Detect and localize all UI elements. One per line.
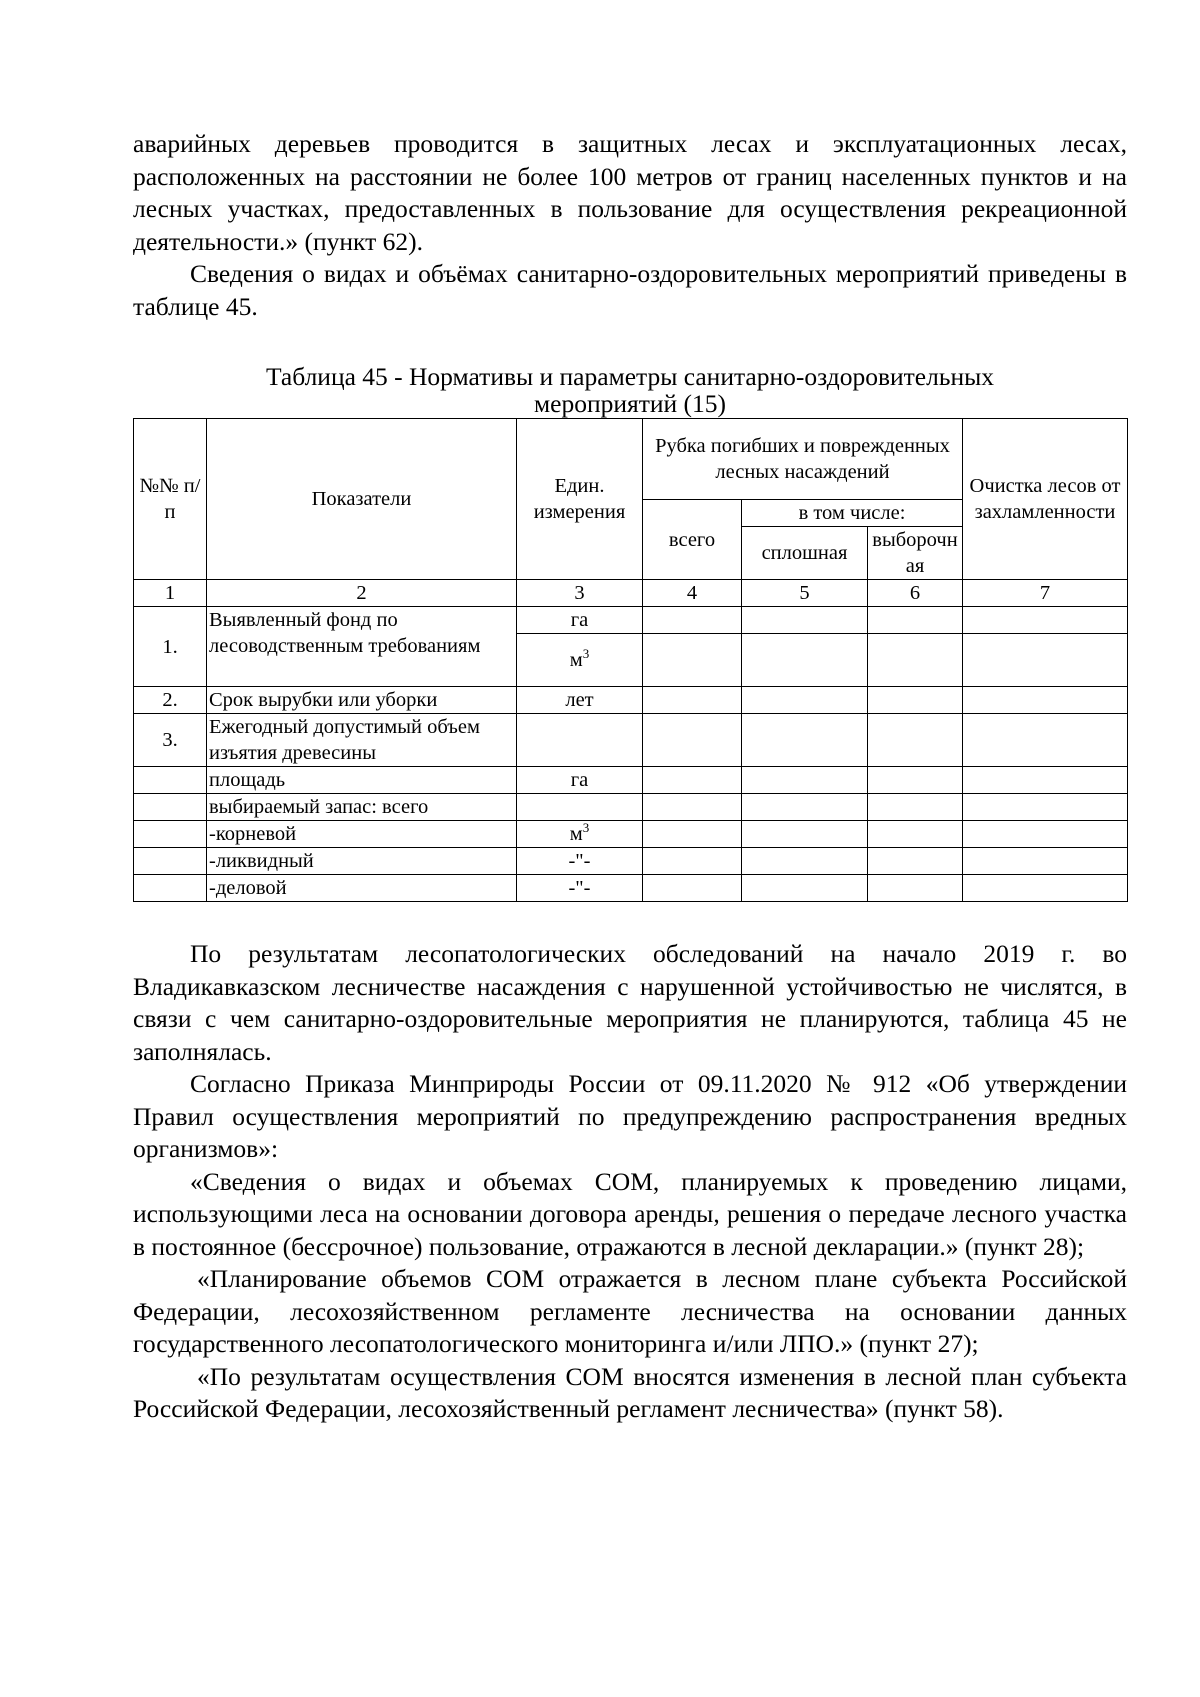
header-total: всего [643,500,742,580]
table-cell-empty [643,714,742,767]
table-cell-empty [868,634,963,687]
table-cell-empty [868,687,963,714]
table-cell-empty [963,687,1128,714]
row-4-label: площадь [207,767,517,794]
row-2-num: 2. [134,687,207,714]
table-cell-empty [963,821,1128,848]
table-cell-empty [643,634,742,687]
row-1-num: 1. [134,607,207,687]
paragraph-survey-results: По результатам лесопатологических обследований на начало 2019 г. во Владикавказском лесничестве насаждения с нарушенной устойчивостью не числятся, в связи с чем санитарно-оздоровительные мероприятия не планируются, таблица 45 не заполнялась. [133,939,1127,1066]
table-cell-empty [742,767,868,794]
paragraph-quote-item-28: «Сведения о видах и объемах СОМ, планируемых к проведению лицами, использующими леса на основании договора аренды, решения о передаче лесного участка в постоянное (бессрочное) пользование, отражаются в лесной декларации.» (пункт 28); [133,1166,1127,1261]
paragraph-emergency-trees: аварийных деревьев проводится в защитных лесах и эксплуатационных лесах, расположенных на расстоянии не более 100 метров от границ населенных пунктов и на лесных участках, предоставленных в пользование для осуществления рекреационной деятельности.» (пункт 62). [133,129,1127,256]
table-cell-empty [868,794,963,821]
header-including: в том числе: [742,500,963,527]
row-7-label: -ликвидный [207,848,517,875]
unit-superscript: 3 [582,646,590,661]
table-cell-empty [868,875,963,902]
header-unit: Един. измерения [517,419,643,580]
table-cell-empty [963,714,1128,767]
table-cell-empty [134,875,207,902]
text-after-table [133,938,1127,1426]
row-4-unit: га [517,767,643,794]
table-cell-empty [134,848,207,875]
unit-superscript: 3 [582,820,590,835]
table-cell-empty [742,875,868,902]
header-felling-group: Рубка погибших и поврежденных лесных насаждений [643,419,963,500]
row-8-unit: -"- [517,875,643,902]
table-cell-empty [963,848,1128,875]
table-cell-empty [963,634,1128,687]
table-cell-empty [868,767,963,794]
header-clear: сплошная [742,527,868,580]
table-cell-empty [643,875,742,902]
table-cell-empty [517,794,643,821]
table-cell-empty [134,794,207,821]
row-8-label: -деловой [207,875,517,902]
table-cell-empty [643,821,742,848]
unit-text: м [569,823,583,845]
document-page [133,128,1127,1426]
sanitary-measures-table [133,418,1128,902]
column-number: 1 [134,580,207,607]
row-1-unit-volume [517,634,643,687]
column-number: 2 [207,580,517,607]
column-number: 3 [517,580,643,607]
column-number: 4 [643,580,742,607]
table-cell-empty [963,875,1128,902]
table-cell-empty [742,714,868,767]
table-cell-empty [517,714,643,767]
table-cell-empty [643,848,742,875]
table-cell-empty [742,821,868,848]
paragraph-quote-item-27: «Планирование объемов СОМ отражается в лесном плане субъекта Российской Федерации, лесохозяйственном регламенте лесничества на основании данных государственного лесопатологического мониторинга и/или ЛПО.» (пункт 27); [133,1264,1127,1358]
column-number: 5 [742,580,868,607]
table-cell-empty [134,767,207,794]
table-cell-empty [963,767,1128,794]
table-cell-empty [868,714,963,767]
table-caption [133,363,1127,417]
table-cell-empty [742,848,868,875]
row-2-label: Срок вырубки или уборки [207,687,517,714]
table-cell-empty [134,821,207,848]
row-6-unit [517,821,643,848]
row-1-unit-area: га [517,607,643,634]
table-cell-empty [742,607,868,634]
table-cell-empty [643,687,742,714]
column-number: 6 [868,580,963,607]
table-cell-empty [868,607,963,634]
table-caption-line-2: мероприятий (15) [533,389,727,418]
table-cell-empty [643,794,742,821]
table-cell-empty [742,794,868,821]
row-3-num: 3. [134,714,207,767]
table-cell-empty [742,687,868,714]
table-cell-empty [963,794,1128,821]
paragraph-ministry-order: Согласно Приказа Минприроды России от 09.11.2020 № 912 «Об утверждении Правил осуществления мероприятий по предупреждению распространения вредных организмов»: [133,1069,1127,1163]
column-number: 7 [963,580,1128,607]
header-selective: выборочная [868,527,963,580]
paragraph-table-reference: Сведения о видах и объёмах санитарно-оздоровительных мероприятий приведены в таблице 45. [133,259,1127,321]
table-cell-empty [643,607,742,634]
header-indicators: Показатели [207,419,517,580]
row-5-label: выбираемый запас: всего [207,794,517,821]
row-2-unit: лет [517,687,643,714]
row-7-unit: -"- [517,848,643,875]
table-cell-empty [963,607,1128,634]
table-cell-empty [868,848,963,875]
unit-text: м [569,649,583,671]
header-num: №№ п/п [134,419,207,580]
table-caption-line-1: Таблица 45 - Нормативы и параметры санитарно-оздоровительных [265,362,995,391]
table-cell-empty [742,634,868,687]
row-6-label: -корневой [207,821,517,848]
table-cell-empty [643,767,742,794]
header-cleaning: Очистка лесов от захламленности [963,419,1128,580]
row-1-label: Выявленный фонд по лесоводственным требованиям [207,607,517,687]
row-3-label: Ежегодный допустимый объем изъятия древесины [207,714,517,767]
table-cell-empty [868,821,963,848]
paragraph-quote-item-58: «По результатам осуществления СОМ вносятся изменения в лесной план субъекта Российской Федерации, лесохозяйственный регламент лесничества» (пункт 58). [133,1361,1127,1423]
